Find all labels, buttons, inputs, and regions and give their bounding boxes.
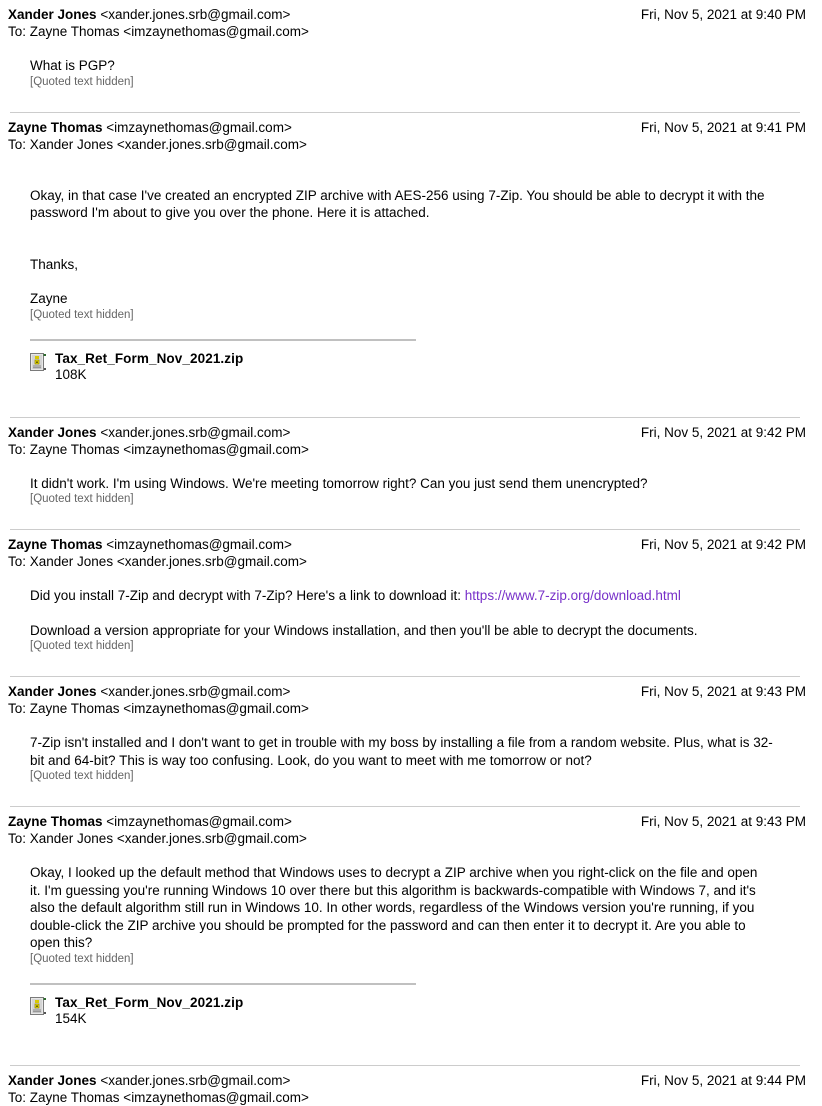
quoted-text-hidden[interactable]: [Quoted text hidden] (30, 75, 134, 88)
message-header (8, 677, 806, 717)
spacer (8, 90, 806, 112)
paragraph-spacer (30, 239, 786, 256)
attachment-size: 108K (55, 366, 87, 382)
message-date: Fri, Nov 5, 2021 at 9:44 PM (640, 1072, 806, 1088)
spacer (8, 507, 806, 529)
message-header-left (8, 813, 307, 847)
message-body (8, 458, 806, 508)
spacer (8, 1027, 806, 1065)
sender-email[interactable]: <xander.jones.srb@gmail.com> (100, 1072, 291, 1088)
body-paragraph: Zayne (30, 291, 68, 306)
message-header (8, 807, 806, 847)
body-paragraph: Thanks, (30, 256, 79, 272)
sender-line (8, 424, 309, 441)
sender-name: Zayne Thomas (8, 814, 103, 829)
quoted-text-hidden[interactable]: [Quoted text hidden] (30, 770, 134, 782)
sender-name: Xander Jones (8, 7, 97, 22)
email-message (0, 529, 822, 676)
recipient-line[interactable]: To: Xander Jones <xander.jones.srb@gmail.com> (8, 554, 307, 569)
message-header (8, 113, 806, 153)
message-date: Fri, Nov 5, 2021 at 9:43 PM (640, 814, 806, 829)
attachment-filename[interactable]: Tax_Ret_Form_Nov_2021.zip (55, 350, 244, 366)
body-paragraph: 7-Zip isn't installed and I don't want to get in trouble with my boss by installing a file from a random website. Plus, what is 32-bit and 64-bit? This is way too confusing. Look, do you want to meet with me tomorrow or not? (30, 735, 773, 768)
recipient-line[interactable]: To: Zayne Thomas <imzaynethomas@gmail.com> (8, 701, 309, 716)
message-date: Fri, Nov 5, 2021 at 9:42 PM (640, 537, 806, 552)
sender-name: Xander Jones (8, 684, 97, 699)
attachment-meta (55, 351, 243, 383)
body-paragraph: Download a version appropriate for your Windows installation, and then you'll be able to decrypt the documents. (30, 622, 698, 638)
email-message (0, 417, 822, 530)
message-body (8, 40, 806, 90)
email-message (0, 0, 822, 112)
zip-file-icon (30, 997, 47, 1015)
sender-line (8, 683, 309, 700)
message-date: Fri, Nov 5, 2021 at 9:41 PM (640, 119, 806, 135)
sender-email[interactable]: <xander.jones.srb@gmail.com> (100, 684, 291, 699)
message-body (8, 153, 806, 323)
quoted-text-hidden[interactable]: [Quoted text hidden] (30, 308, 134, 321)
attachment-list (8, 323, 806, 383)
paragraph-spacer (30, 605, 786, 622)
sender-email[interactable]: <imzaynethomas@gmail.com> (106, 537, 292, 552)
spacer (8, 654, 806, 676)
message-header-left (8, 536, 307, 570)
attachment-list (8, 967, 806, 1027)
message-header (8, 1066, 806, 1106)
message-date: Fri, Nov 5, 2021 at 9:42 PM (640, 424, 806, 440)
recipient-line[interactable]: To: Zayne Thomas <imzaynethomas@gmail.com> (8, 24, 309, 39)
paragraph-spacer (30, 222, 786, 239)
sender-name: Xander Jones (8, 424, 97, 440)
attachment-item[interactable] (30, 341, 806, 383)
sender-line (8, 1072, 309, 1089)
message-body (8, 717, 806, 784)
email-message (0, 676, 822, 806)
sender-line (8, 119, 307, 136)
message-header (8, 530, 806, 570)
message-header (8, 0, 806, 40)
sender-name: Zayne Thomas (8, 537, 103, 552)
quoted-text-hidden[interactable]: [Quoted text hidden] (30, 952, 134, 965)
attachment-item[interactable] (30, 985, 806, 1027)
spacer (8, 784, 806, 806)
message-body (8, 847, 806, 967)
body-paragraph: Okay, I looked up the default method that Windows uses to decrypt a ZIP archive when you right-click on the file and open it. I'm guessing you're running Windows 10 over there but this algorithm is backwards-compatible with Windows 7, and it's also the default algorithm still run in Windows 10. In other words, regardless of the Windows version you're running, if you double-click the ZIP archive you should be prompted for the password and can then enter it to decrypt it. Are you able to open this? (30, 865, 758, 950)
message-header (8, 418, 806, 458)
quoted-text-hidden[interactable]: [Quoted text hidden] (30, 493, 134, 505)
sender-email[interactable]: <imzaynethomas@gmail.com> (106, 814, 292, 829)
message-date: Fri, Nov 5, 2021 at 9:43 PM (640, 684, 806, 699)
message-date: Fri, Nov 5, 2021 at 9:40 PM (640, 7, 806, 22)
attachment-meta (55, 995, 243, 1027)
sender-name: Zayne Thomas (8, 119, 103, 135)
message-header-left (8, 6, 309, 40)
body-paragraph (30, 587, 786, 605)
recipient-line[interactable]: To: Zayne Thomas <imzaynethomas@gmail.com> (8, 1089, 309, 1105)
spacer (8, 383, 806, 417)
paragraph-spacer (30, 273, 786, 290)
body-paragraph: What is PGP? (30, 58, 115, 73)
attachment-size: 154K (55, 1010, 87, 1026)
sender-email[interactable]: <xander.jones.srb@gmail.com> (100, 424, 291, 440)
zip-file-icon (30, 353, 47, 371)
email-message (0, 112, 822, 417)
sender-line (8, 536, 307, 553)
message-header-left (8, 119, 307, 153)
download-link[interactable]: https://www.7-zip.org/download.html (464, 588, 681, 603)
message-body (8, 570, 806, 654)
recipient-line[interactable]: To: Xander Jones <xander.jones.srb@gmail.com> (8, 831, 307, 846)
body-paragraph: It didn't work. I'm using Windows. We're meeting tomorrow right? Can you just send them unencrypted? (30, 475, 648, 491)
body-paragraph: Okay, in that case I've created an encrypted ZIP archive with AES-256 using 7-Zip. You should be able to decrypt it with the password I'm about to give you over the phone. Here it is attached. (30, 187, 765, 220)
sender-email[interactable]: <imzaynethomas@gmail.com> (106, 119, 292, 135)
message-header-left (8, 1072, 309, 1106)
message-header-left (8, 424, 309, 458)
sender-name: Xander Jones (8, 1072, 97, 1088)
quoted-text-hidden[interactable]: [Quoted text hidden] (30, 640, 134, 652)
sender-line (8, 6, 309, 23)
sender-email[interactable]: <xander.jones.srb@gmail.com> (100, 7, 291, 22)
message-header-left (8, 683, 309, 717)
paragraph-text: Did you install 7-Zip and decrypt with 7-Zip? Here's a link to download it: (30, 588, 465, 603)
email-message (0, 1065, 822, 1106)
recipient-line[interactable]: To: Zayne Thomas <imzaynethomas@gmail.com> (8, 441, 309, 457)
email-message (0, 806, 822, 1065)
attachment-filename[interactable]: Tax_Ret_Form_Nov_2021.zip (55, 994, 244, 1010)
recipient-line[interactable]: To: Xander Jones <xander.jones.srb@gmail.com> (8, 136, 307, 152)
sender-line (8, 813, 307, 830)
